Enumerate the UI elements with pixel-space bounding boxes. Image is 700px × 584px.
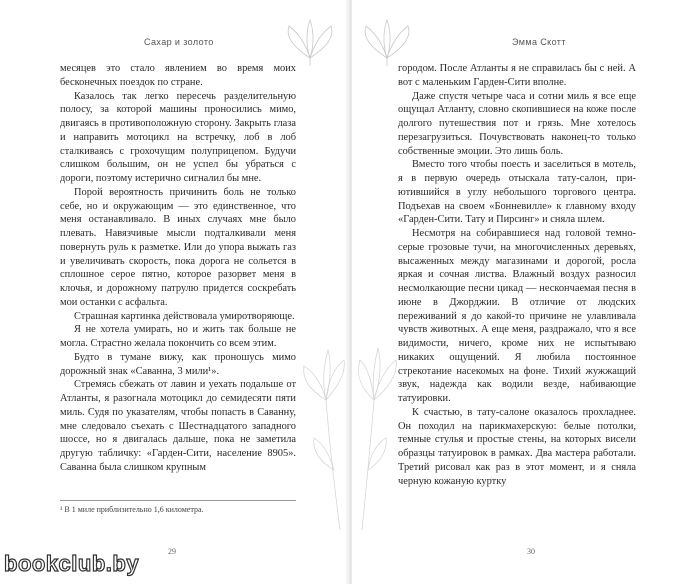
right-paragraph: Даже спустя четыре часа и сотни миль я все еще ощущал Атланту, словно скопившиеся на коже после долгого путешествия пот и грязь. Мне хотелось перезагрузиться. Почувствовать наконец-то только собственные эмоции. Это лишь боль. [398, 90, 636, 157]
left-paragraph: Страшная картинка действовала умиротворяюще. [74, 310, 295, 322]
right-body-text [398, 62, 636, 488]
lily-flower-icon [352, 18, 422, 66]
left-page-number: 29 [168, 547, 176, 556]
right-paragraph: К счастью, в тату-салоне оказалось прохладнее. Он походил на парикмахерскую: белые потолки, темные стулья и простые стены, на которых висели образцы татуировок в рамках. Два мастера работали. Третий рисовал как раз в этот момент, и я сняла черную кожаную куртку [398, 406, 636, 487]
right-running-head: Эмма Скотт [512, 37, 566, 47]
footnote: ¹ В 1 миле приблизительно 1,6 километра. [60, 500, 296, 514]
right-page-number: 30 [527, 547, 535, 556]
right-page [352, 0, 700, 584]
lily-flower-icon [354, 330, 409, 530]
lily-flower-icon [275, 18, 345, 66]
left-paragraph: Казалось так легко пересечь разделительную полосу, за которой машины проносились мимо, двигаясь в противоположную сторону. Закрыть глаза и направить мотоцикл на встречку, лоб в лоб сталкиваясь с грохочущим полуприцепом. Будучи слишком большим, он не успел бы убраться с дороги, поэтому истерично сигналил бы мне. [60, 90, 296, 184]
left-paragraph: Порой вероятность причинить боль не только себе, но и окружающим — это единственное, что меня останавливало. В иных случаях мне было плевать. Навязчивые мысли подталкивали меня повернуть руль к разметке. Или до упора выжать газ и увеличивать скорость, пока дорога не сольется в сплошное серое пятно, которое разорвет меня в клочья, и дорожному патрулю придется соскребать мои останки с асфальта. [60, 186, 296, 308]
left-page [0, 0, 348, 584]
lily-flower-icon [290, 340, 350, 530]
left-paragraph: Будто в тумане вижу, как проношусь мимо дорожный знак «Саванна, 3 мили¹». [60, 351, 296, 377]
left-running-head: Сахар и золото [144, 37, 214, 47]
right-paragraph: Несмотря на собиравшиеся над головой темно-серые грозовые тучи, на многочисленных деревьях, высаженных между магазинами и дорогой, росла яркая и сочная листва. Влажный воздух разносил несмолкающие песни цикад — нескончаемая песня в июне в Джорджии. В отличие от людских переживаний я до какой-то причине не улавливала чувств животных. А еще меня, раздражало, что я все видимости, ничего, кроме них не испытываю никаких ощущений. Я любила постоянное стрекотание насекомых на фоне. Тихий жужжащий звук, надежда как водили везде, набивающие татуировки. [398, 228, 636, 404]
left-paragraph: Я не хотела умирать, но и жить так больше не могла. Страстно желала покончить со всем этим. [60, 324, 296, 349]
left-paragraph: Стремясь сбежать от лавин и уехать подальше от Атланты, я разогнала мотоцикл до семидесяти пяти миль. Судя по указателям, чтобы попасть в Саванну, мне следовало съехать с Шестнадцатого западного шоссе, но я двигалась дальше, пока не заметила другую табличку: «Гарден-Сити, население 8905». Саванна была слишком крупным [60, 379, 296, 473]
left-paragraph: месяцев это стало явлением во время моих бесконечных поездок по стране. [60, 63, 296, 88]
right-paragraph: Вместо того чтобы поесть и заселиться в мотель, я в первую очередь отыскала тату-салон, приютившийся в углу небольшого торгового центра. Подъехав на своем «Бонневилле» к главному входу «Гарден-Сити. Тату и Пирсинг» и сняла шлем. [398, 159, 636, 226]
right-paragraph: городом. После Атланты я не справилась бы с ней. А вот с маленьким Гарден-Сити вполне. [398, 63, 636, 88]
watermark-logo: bookclub.by [4, 551, 140, 576]
left-body-text [60, 62, 296, 475]
